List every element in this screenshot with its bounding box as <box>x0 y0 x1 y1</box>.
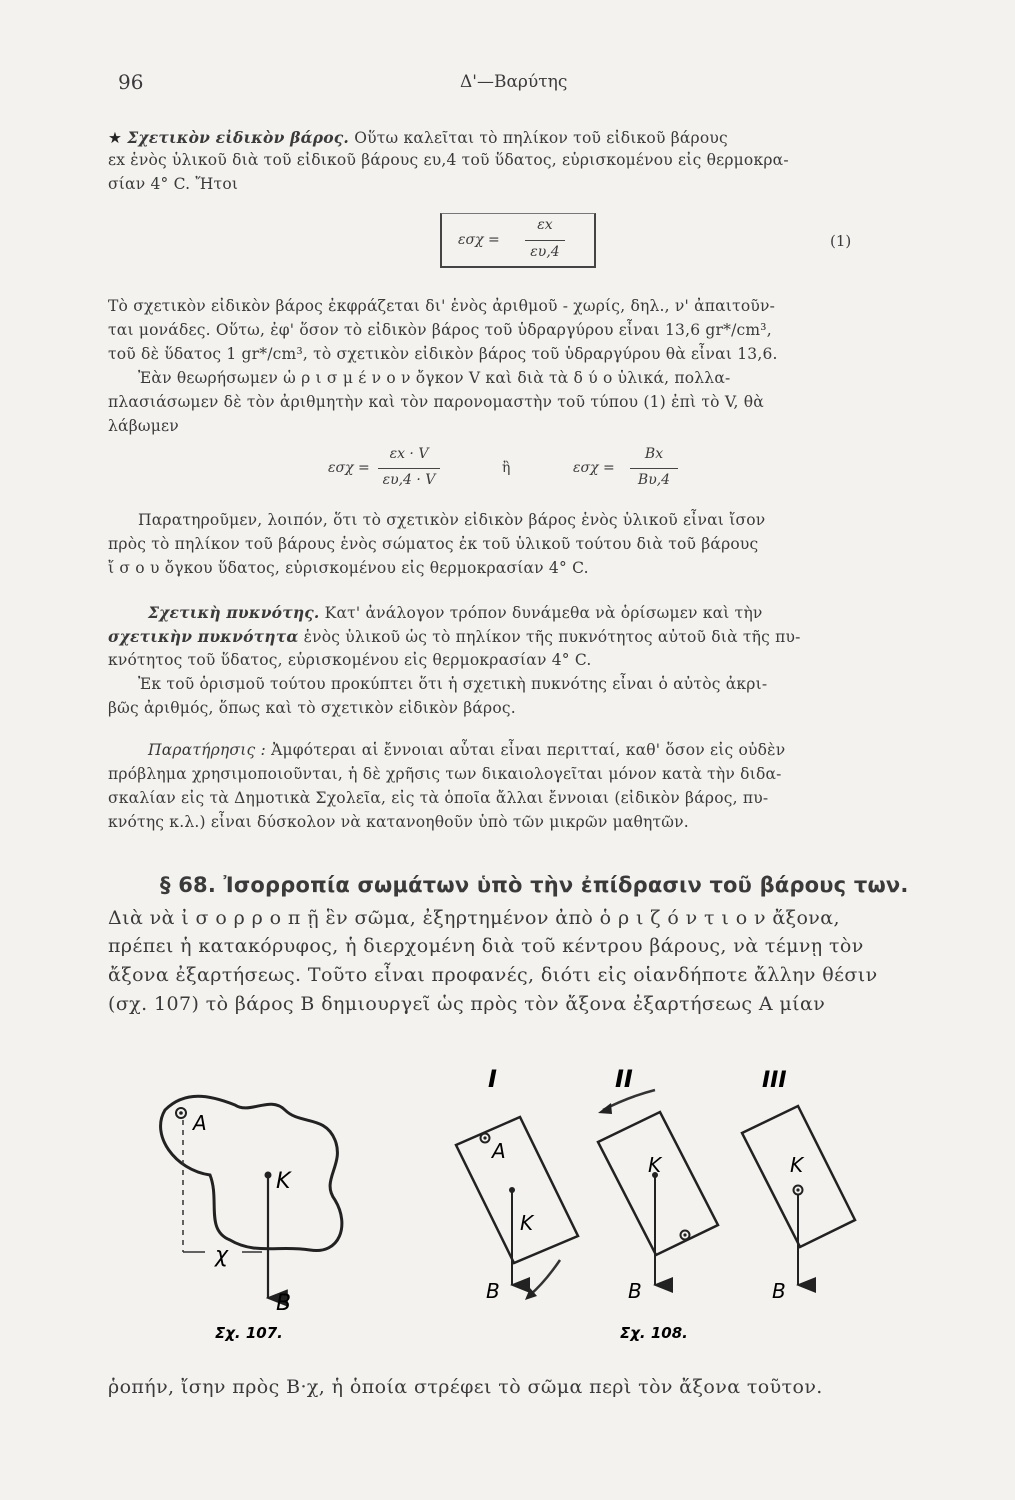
section-68-line-3: ἄξονα ἐξαρτήσεως. Τοῦτο εἶναι προφανές, διότι εἰς οἱανδήποτε ἄλλην θέσιν <box>108 964 878 986</box>
remark-text-1: Ἀμφότεραι αἱ ἔννοιαι αὗται εἶναι περιτταί, καθ' ὅσον εἰς οὐδὲν <box>271 741 786 759</box>
formula-numerator: εx <box>537 217 553 233</box>
figure-108-panel-I <box>456 1065 578 1303</box>
figure-107 <box>161 1096 342 1342</box>
panel-III-label-K: K <box>790 1153 804 1177</box>
specific-weight-heading: Σχετικὸν εἰδικὸν βάρος. <box>127 128 350 147</box>
star-icon: ★ <box>108 129 123 147</box>
density-bold-term: σχετικὴν πυκνότητα <box>108 627 299 646</box>
figure-108-panel-III <box>742 1068 855 1303</box>
fig107-body-outline <box>161 1096 342 1250</box>
density-text-1: Κατ' ἀνάλογον τρόπον δυνάμεθα νὰ ὁρίσωμεν καὶ τὴν <box>324 604 763 622</box>
density-line-5: βῶς ἀριθμός, ὅπως καὶ τὸ σχετικὸν εἰδικὸν βάρος. <box>108 699 516 717</box>
fig107-caption: Σχ. 107. <box>215 1324 283 1342</box>
figure-108-panel-II <box>598 1065 718 1303</box>
remark-line-3: σκαλίαν εἰς τὰ Δημοτικὰ Σχολεῖα, εἰς τὰ ὁποῖα ἄλλαι ἔννοιαι (εἰδικὸν βάρος, πυ- <box>108 789 769 807</box>
specific-weight-body-2: ται μονάδες. Οὕτω, ἐφ' ὅσον τὸ εἰδικὸν βάρος τοῦ ὑδραργύρου εἶναι 13,6 gr*/cm³, <box>108 321 772 339</box>
formula3-lhs: εσχ = <box>573 460 615 476</box>
formula2-lhs: εσχ = <box>328 460 370 476</box>
section-68-final-line: ῥοπήν, ἴσην πρὸς B·χ, ἡ ὁποία στρέφει τὸ σῶμα περὶ τὸν ἄξονα τοῦτον. <box>108 1376 823 1398</box>
density-text-2: ἑνὸς ὑλικοῦ ὡς τὸ πηλίκον τῆς πυκνότητος αὐτοῦ διὰ τῆς πυ- <box>303 628 801 646</box>
panel-III-label: III <box>762 1068 787 1093</box>
panel-III-label-B: B <box>772 1279 786 1303</box>
section-68-line-4: (σχ. 107) τὸ βάρος B δημιουργεῖ ὡς πρὸς τὸν ἄξονα ἐξαρτήσεως A μίαν <box>108 993 826 1015</box>
panel-I-rect <box>456 1117 578 1263</box>
specific-weight-body-5: πλασιάσωμεν δὲ τὸν ἀριθμητὴν καὶ τὸν παρονομαστὴν τοῦ τύπου (1) ἐπὶ τὸ V, θὰ <box>108 393 764 411</box>
specific-weight-body-6: λάβωμεν <box>108 417 179 435</box>
panel-I-label-B: B <box>486 1279 500 1303</box>
conclusion-line-3: ἴ σ ο υ ὄγκου ὕδατος, εὑρισκομένου εἰς θερμοκρασίαν 4° C. <box>108 559 589 577</box>
panel-II-label-B: B <box>628 1279 642 1303</box>
panel-II-label-K: K <box>648 1153 662 1177</box>
fig107-label-B: B <box>276 1291 292 1316</box>
remark-label: Παρατήρησις : <box>148 741 266 759</box>
remark-line-4: κνότης κ.λ.) εἶναι δύσκολον νὰ κατανοηθοῦν ὑπὸ τῶν μικρῶν μαθητῶν. <box>108 813 689 831</box>
panel-II-label: II <box>615 1065 633 1093</box>
formula3-denominator: Bυ,4 <box>637 472 671 488</box>
formula-number: (1) <box>830 232 852 250</box>
specific-weight-body-3: τοῦ δὲ ὕδατος 1 gr*/cm³, τὸ σχετικὸν εἰδικὸν βάρος τοῦ ὑδραργύρου θὰ εἶναι 13,6. <box>108 345 778 363</box>
formula-denominator: ευ,4 <box>530 244 560 260</box>
fig107-label-x: χ <box>215 1243 229 1268</box>
specific-weight-line-1: Οὕτω καλεῖται τὸ πηλίκον τοῦ εἰδικοῦ βάρους <box>354 129 728 147</box>
density-line-3: κνότητος τοῦ ὕδατος, εὑρισκομένου εἰς θερμοκρασίαν 4° C. <box>108 651 592 669</box>
section-68-line-2: πρέπει ἡ κατακόρυφος, ἡ διερχομένη διὰ τοῦ κέντρου βάρους, νὰ τέμνῃ τὸν <box>108 935 864 957</box>
formula3-numerator: Bx <box>644 446 664 462</box>
conclusion-line-2: πρὸς τὸ πηλίκον τοῦ βάρους ἑνὸς σώματος ἐκ τοῦ ὑλικοῦ τούτου διὰ τοῦ βάρους <box>108 535 759 553</box>
fig108-caption: Σχ. 108. <box>620 1324 688 1342</box>
fig107-label-K: K <box>276 1169 291 1194</box>
remark-line-2: πρόβλημα χρησιμοποιοῦνται, ἡ δὲ χρῆσις των δικαιολογεῖται μόνον κατὰ τὴν διδα- <box>108 765 782 783</box>
specific-weight-line-3: σίαν 4° C. Ἤτοι <box>108 175 239 193</box>
section-68-line-1: Διὰ νὰ ἰ σ ο ρ ρ ο π ῇ ἓν σῶμα, ἐξηρτημένον ἀπὸ ὁ ρ ι ζ ό ν τ ι ο ν ἄξονα, <box>108 907 840 929</box>
panel-I-label-A: A <box>492 1139 506 1163</box>
page-number: 96 <box>118 70 144 94</box>
running-title: Δ'—Βαρύτης <box>460 72 568 92</box>
formula-lhs: εσχ = <box>458 232 500 248</box>
formula-or: ἢ <box>502 460 511 476</box>
section-68-heading: § 68. Ἰσορροπία σωμάτων ὑπὸ τὴν ἐπίδρασιν τοῦ βάρους των. <box>160 873 909 897</box>
panel-I-label: I <box>488 1065 497 1093</box>
density-heading: Σχετικὴ πυκνότης. <box>148 603 320 622</box>
specific-weight-body-4: Ἐὰν θεωρήσωμεν ὡ ρ ι σ μ έ ν ο ν ὄγκον V καὶ διὰ τὰ δ ύ ο ὑλικά, πολλα- <box>138 369 731 387</box>
panel-I-label-K: K <box>520 1211 534 1235</box>
conclusion-line-1: Παρατηροῦμεν, λοιπόν, ὅτι τὸ σχετικὸν εἰδικὸν βάρος ἑνὸς ὑλικοῦ εἶναι ἴσον <box>138 511 766 529</box>
formula2-denominator: ευ,4 · V <box>382 472 436 488</box>
specific-weight-line-2: εx ἑνὸς ὑλικοῦ διὰ τοῦ εἰδικοῦ βάρους ευ,4 τοῦ ὕδατος, εὑρισκομένου εἰς θερμοκρα- <box>108 151 789 169</box>
panel-II-rect <box>598 1112 718 1255</box>
density-line-4: Ἐκ τοῦ ὁρισμοῦ τούτου προκύπτει ὅτι ἡ σχετικὴ πυκνότης εἶναι ὁ αὐτὸς ἀκρι- <box>138 675 768 693</box>
fig107-label-A: A <box>193 1111 207 1135</box>
formula2-numerator: εx · V <box>389 446 429 462</box>
specific-weight-body-1: Τὸ σχετικὸν εἰδικὸν βάρος ἐκφράζεται δι' ἑνὸς ἀριθμοῦ - χωρίς, δηλ., ν' ἀπαιτοῦν- <box>108 297 776 315</box>
